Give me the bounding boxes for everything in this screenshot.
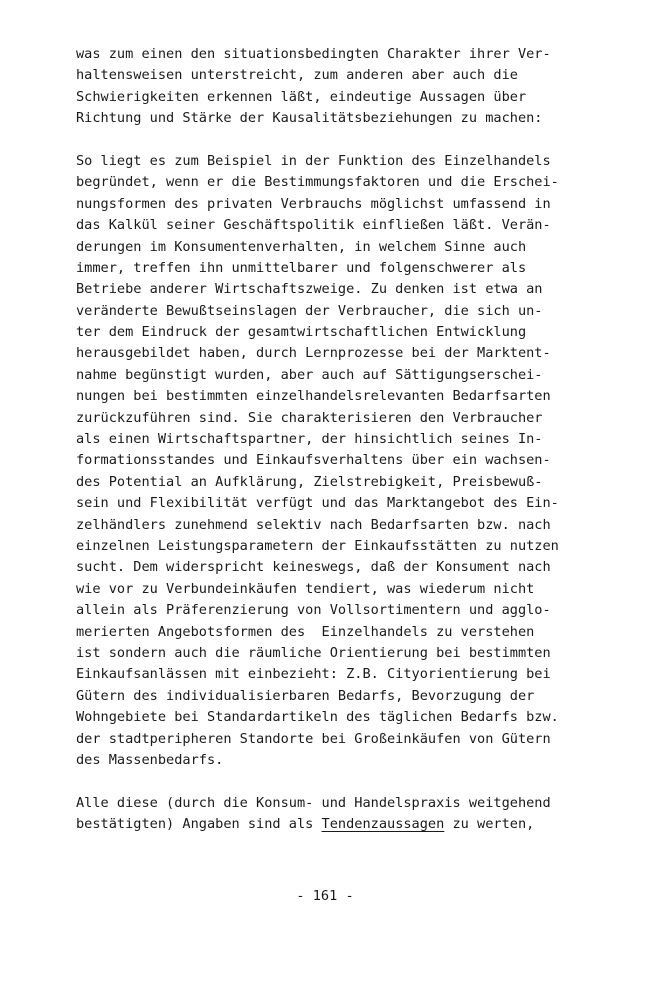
text-line: begründet, wenn er die Bestimmungsfaktoren und die Erschei- — [76, 174, 559, 191]
text-segment: bestätigten) Angaben sind als — [76, 816, 322, 833]
underlined-term: Tendenzaussagen — [321, 816, 445, 833]
text-line: Gütern des individualisierbaren Bedarfs, Bevorzugung der — [76, 687, 535, 704]
text-line: derungen im Konsumentenverhalten, in welchem Sinne auch — [76, 238, 527, 255]
text-line: was zum einen den situationsbedingten Charakter ihrer Ver- — [76, 46, 551, 62]
text-line: sucht. Dem widerspricht keineswegs, daß der Konsument nach — [76, 559, 551, 576]
text-line: sein und Flexibilität verfügt und das Marktangebot des Ein- — [76, 495, 559, 512]
text-line: ter dem Eindruck der gesamtwirtschaftlichen Entwicklung — [76, 324, 527, 341]
text-line: nahme begünstigt wurden, aber auch auf Sättigungserschei- — [76, 366, 543, 383]
document-page — [76, 44, 576, 835]
text-line: des Potential an Aufklärung, Zielstrebigkeit, Preisbewuß- — [76, 473, 543, 490]
paragraph-3 — [76, 793, 576, 836]
text-line: Wohngebiete bei Standardartikeln des täglichen Bedarfs bzw. — [76, 709, 559, 726]
text-segment: zu werten, — [444, 816, 535, 833]
text-line: zurückzuführen sind. Sie charakterisieren den Verbraucher — [76, 409, 543, 426]
text-line: merierten Angebotsformen des Einzelhandels zu verstehen — [76, 623, 535, 640]
paragraph-1 — [76, 44, 576, 130]
text-line: Einkaufsanlässen mit einbezieht: Z.B. Cityorientierung bei — [76, 666, 551, 683]
text-line: allein als Präferenzierung von Vollsortimentern und agglo- — [76, 602, 551, 619]
text-line: nungsformen des privaten Verbrauchs möglichst umfassend in — [76, 195, 551, 212]
paragraph-gap — [76, 130, 576, 151]
text-line: So liegt es zum Beispiel in der Funktion des Einzelhandels — [76, 152, 551, 169]
text-line: Richtung und Stärke der Kausalitätsbeziehungen zu machen: — [76, 110, 543, 127]
text-line: wie vor zu Verbundeinkäufen tendiert, was wiederum nicht — [76, 580, 535, 597]
text-line: das Kalkül seiner Geschäftspolitik einfließen läßt. Verän- — [76, 217, 551, 234]
page-number: - 161 - — [296, 888, 354, 904]
text-line: immer, treffen ihn unmittelbarer und folgenschwerer als — [76, 259, 527, 276]
paragraph-gap — [76, 771, 576, 792]
text-line: zelhändlers zunehmend selektiv nach Bedarfsarten bzw. nach — [76, 516, 551, 533]
text-line: Betriebe anderer Wirtschaftszweige. Zu denken ist etwa an — [76, 281, 543, 298]
paragraph-2 — [76, 151, 576, 771]
text-line-with-emphasis — [76, 814, 576, 835]
text-line: als einen Wirtschaftspartner, der hinsichtlich seines In- — [76, 431, 543, 448]
text-line: veränderte Bewußtseinslagen der Verbraucher, die sich un- — [76, 302, 543, 319]
text-line: des Massenbedarfs. — [76, 751, 224, 768]
text-line: ist sondern auch die räumliche Orientierung bei bestimmten — [76, 644, 551, 661]
text-line: der stadtperipheren Standorte bei Großeinkäufen von Gütern — [76, 730, 551, 747]
text-line: nungen bei bestimmten einzelhandelsrelevanten Bedarfsarten — [76, 388, 551, 405]
text-line: Schwierigkeiten erkennen läßt, eindeutige Aussagen über — [76, 88, 527, 105]
text-line: Alle diese (durch die Konsum- und Handelspraxis weitgehend — [76, 794, 551, 811]
text-line: herausgebildet haben, durch Lernprozesse bei der Marktent- — [76, 345, 551, 362]
text-line: haltensweisen unterstreicht, zum anderen aber auch die — [76, 67, 518, 84]
text-line: einzelnen Leistungsparametern der Einkaufsstätten zu nutzen — [76, 537, 559, 554]
text-line: formationsstandes und Einkaufsverhaltens über ein wachsen- — [76, 452, 551, 469]
